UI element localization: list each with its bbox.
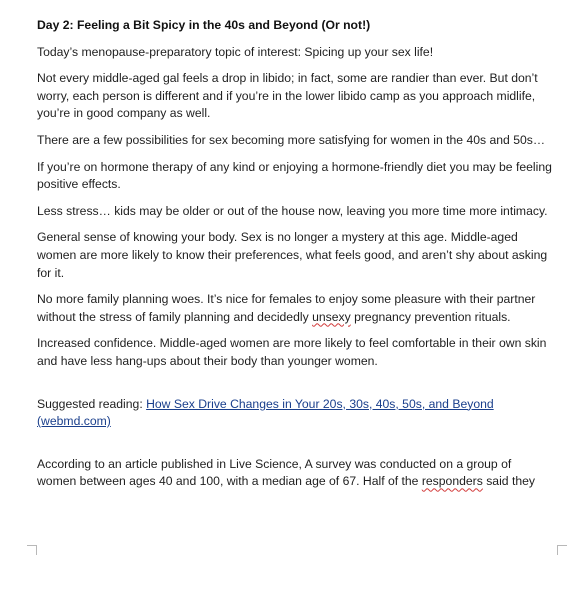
page-corner-mark-left [27, 545, 37, 555]
paragraph-less-stress: Less stress… kids may be older or out of the house now, leaving you more time more intimacy. [37, 203, 548, 218]
paragraph-hormone-therapy: If you’re on hormone therapy of any kind or enjoying a hormone-friendly diet you may be feeling positive effects. [37, 159, 552, 192]
text-segment: No more family planning woes. It’s nice for females to enjoy some pleasure with their partner without the stress of family planning and decidedly [37, 292, 536, 324]
document-body[interactable] [37, 17, 553, 500]
blank-line [37, 380, 553, 396]
text-segment: According to an article published in Live Science, A survey was conducted on a group of women between ages 40 and 100, with a median age of 67. Half of the [37, 456, 512, 489]
paragraph-live-science [37, 456, 553, 491]
suggested-reading-link[interactable]: How Sex Drive Changes in Your 20s, 30s, 40s, 50s, and Beyond (webmd.com) [37, 396, 494, 429]
paragraph-family-planning [37, 291, 553, 326]
paragraph-knowing-body: General sense of knowing your body. Sex is no longer a mystery at this age. Middle-aged women are more likely to know their preferences, what feels good, and aren’t shy about asking for it. [37, 230, 548, 280]
blank-line [37, 440, 553, 456]
text-segment: said they [482, 474, 535, 489]
spelling-flag[interactable]: unsexy [312, 309, 351, 324]
text-segment: pregnancy prevention rituals. [350, 309, 511, 324]
spelling-flag[interactable]: responders [421, 474, 483, 489]
paragraph-suggested-reading [37, 396, 553, 431]
paragraph-libido: Not every middle-aged gal feels a drop in libido; in fact, some are randier than ever. But don’t worry, each person is different and if you’re in the lower libido camp as you approach midlife, you’re in good company as well. [37, 71, 538, 121]
paragraph-confidence: Increased confidence. Middle-aged women are more likely to feel comfortable in their own skin and have less hang-ups about their body than younger women. [37, 336, 547, 368]
suggested-reading-label: Suggested reading: [37, 396, 147, 411]
page-corner-mark-right [557, 545, 567, 555]
document-heading: Day 2: Feeling a Bit Spicy in the 40s and Beyond (Or not!) [37, 18, 371, 32]
paragraph-possibilities: There are a few possibilities for sex becoming more satisfying for women in the 40s and 50s… [37, 132, 546, 147]
paragraph-intro: Today’s menopause-preparatory topic of interest: Spicing up your sex life! [37, 44, 434, 59]
